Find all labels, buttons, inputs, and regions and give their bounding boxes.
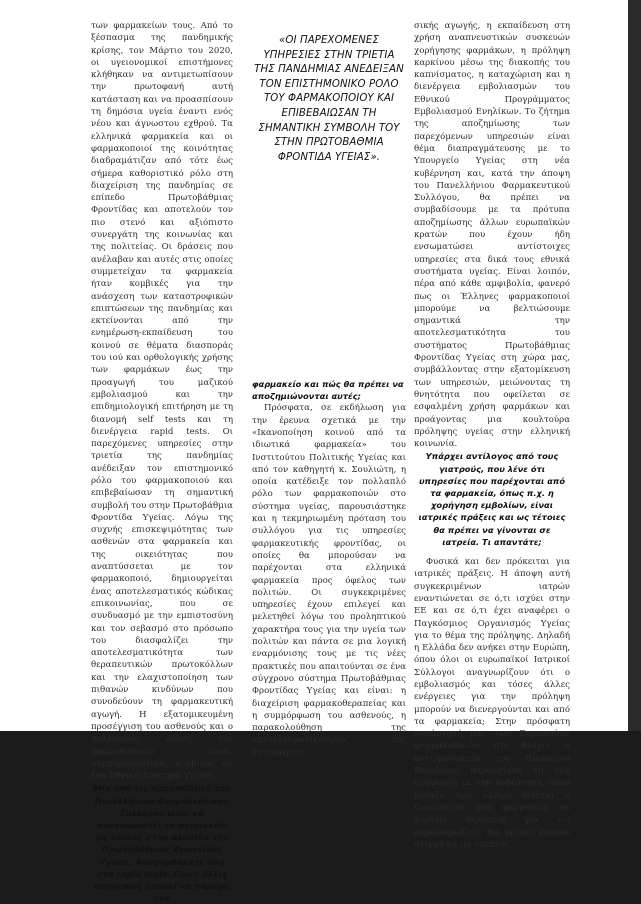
interview-answer: Φυσικά και δεν πρόκειται για ιατρικές πράξεις. Η άποψη αυτή συγκεκριμένων ιατρών εναντιώνεται σε ό,τι ισχύει στην ΕΕ και σε ό,τι έχει αναφέρει ο Παγκόσμιος Οργανισμός Υγείας για το θέμα της πρόληψης. Δηλαδή η Ελλάδα δεν ανήκει στην Ευρώπη, όπου όλοι οι ευρωπαϊκοί Ιατρικοί Σύλλογοι αναγνωρίζουν ότι ο εμβολιασμός και τόσες άλλες ενέργειες για την πρόληψη μπορούν να διενεργούνται και από τα φαρμακεία; Στην πρόσφατη συνάντησή μας των Ευρωπαίων φαρμακοποιών, στο Βέλγιο, η αντιπροσωπεία του Ηνωμένου Βασιλείου παρουσίασε τη νέα συμφωνία με την κυβέρνηση, όπου μεταξύ των άλλων δίδεται η δυνατότητα στο φαρμακείο να χορηγεί θεραπεία για τις ουρολοιμώξεις. Θα πρέπει κάποια στιγμή να μη σκεπτό- (414, 557, 570, 850)
interview-question: Υπάρχει αντίλογος από τους γιατρούς, που λένε ότι υπηρεσίες που παρέχονται από τα φαρμακεία, όπως π.χ. η χορήγηση εμβολίων, είναι ιατρικές πράξεις και ως τέτοιες θα πρέπει να γίνονται σε ιατρεία. Τι απαντάτε; (418, 451, 566, 547)
pull-quote: «ΟΙ ΠΑΡΕΧΟΜΕΝΕΣ ΥΠΗΡΕΣΙΕΣ ΣΤΗΝ ΤΡΙΕΤΙΑ ΤΗΣ ΠΑΝΔΗΜΙΑΣ ΑΝΕΔΕΙΞΑΝ ΤΟΝ ΕΠΙΣΤΗΜΟΝΙΚΟ ΡΟΛΟ ΤΟΥ ΦΑΡΜΑΚΟΠΟΙΟΥ ΚΑΙ ΕΠΙΒΕΒΑΙΩΣΑΝ ΤΗ ΣΗΜΑΝΤΙΚΗ ΣΥΜΒΟΛΗ ΤΟΥ ΣΤΗΝ ΠΡΩΤΟΒΑΘΜΙΑ ΦΡΟΝΤΙΔΑ ΥΓΕΙΑΣ». (254, 35, 404, 163)
article-body-text: των φαρμακείων τους. Από το ξέσπασμα της πανδημικής κρίσης, τον Μάρτιο του 2020, οι υγειονομικοί επιστήμονες κλήθηκαν να αντιμετωπίσουν την πρωτοφανή αυτή κατάσταση και να προασπίσουν τη δημόσια υγεία έναντι ενός νέου και άγνωστου εχθρού. Τα ελληνικά φαρμακεία και οι φαρμακοποιοί της κοινότητας διαδραμάτιζαν από τότε έως σήμερα καθοριστικό ρόλο στη διαχείριση της πανδημίας σε επίπεδο Πρωτοβάθμιας Φροντίδας και αποτελούν τον πιο στενό και αξιόπιστο συνεργάτη της κοινωνίας και της πολιτείας. Οι δράσεις που ανέλαβαν και αυτές στις οποίες συμμετείχαν τα φαρμακεία ήταν κομβικές για την ανάσχεση των καταστροφικών επιπτώσεων της πανδημίας και εκτείνονται από την ενημέρωση-εκπαίδευση του κοινού σε θέματα διασποράς του ιού και ορθολογικής χρήσης των φαρμάκων έως την προαγωγή του μαζικού εμβολιασμού και την επιδημιολογική επιτήρηση με τη διανομή self tests και τη διενέργεια rapid tests. Οι παρεχόμενες υπηρεσίες στην τριετία της πανδημίας ανέδειξαν τον επιστημονικό ρόλο του φαρμακοποιού και επιβεβαίωσαν τη σημαντική συμβολή του στην Πρωτοβάθμια Φροντίδα Υγείας. Λόγω της συχνής επισκεψιμότητας των ασθενών στα φαρμακεία και της οικειότητας που αναπτύσσεται με τον φαρμακοποιό, δημιουργείται ένας αποτελεσματικός κώδικας επικοινωνίας, που σε συνδυασμό με την εμπιστοσύνη και τον σεβασμό στο πρόσωπο του διασφαλίζει την αποτελεσματικότητα των θεραπευτικών πρωτοκόλλων και την ελαχιστοποίηση των πιθανών κινδύνων που συνοδεύουν τη φαρμακευτική αγωγή. Η εξατομικευμένη προσέγγιση του ασθενούς και ο πολλαπλός ρόλος του φαρμακοποιού είναι, συμπερασματικά, κομβικός σε ένα Εθνικό Σύστημα Υγείας. (91, 21, 233, 782)
interview-question: Μία από τις προσπάθειες του Πανελλήνιου Φαρμακευτικού Συλλόγου είναι να αναγνωριστεί το φαρμακείο ως κρίκος στην αλυσίδα της Πρωτοβάθμιας Φροντίδας Υγείας. Αναφερθήκατε ήδη στα rapid tests. Ποιες άλλες υπηρεσίες μπορεί να παρέχει ένα (93, 783, 231, 904)
article-body-text: σικής αγωγής, η εκπαίδευση στη χρήση αναπνευστικών συσκευών χορήγησης φαρμάκων, η πρόληψη καρκίνου μέσω της διακοπής του καπνίσματος, η καταχώριση και η διενέργεια εμβολιασμών του Εθνικού Προγράμματος Εμβολιασμού Ενηλίκων. Το ζήτημα της αποζημίωσης των παρεχόμενων υπηρεσιών είναι θέμα διαπραγμάτευσης με το Υπουργείο Υγείας στη νέα κυβέρνηση και, κατά την άποψη του Πανελλήνιου Φαρμακευτικού Συλλόγου, θα πρέπει να συμβαδίσουμε με τα πρότυπα αποζημίωσης άλλων ευρωπαϊκών κρατών που έχουν ήδη ενσωματώσει αντίστοιχες υπηρεσίες στα δικά τους εθνικά συστήματα υγείας. Είναι λοιπόν, πέρα από κάθε αμφιβολία, φανερό πως οι Έλληνες φαρμακοποιοί μπορούμε να βελτιώσουμε σημαντικά την αποτελεσματικότητα του συστήματος Πρωτοβάθμιας Φροντίδας Υγείας στη χώρα μας, συμβάλλοντας στην εξατομίκευση των υπηρεσιών, μειώνοντας τη θνητότητα που οφείλεται σε εσφαλμένη χρήση φαρμάκων και προάγοντας μια κουλτούρα πρόληψης υγείας στην ελληνική κοινωνία. (414, 21, 570, 450)
dark-page-edge (628, 0, 641, 731)
article-body-text: Πρόσφατα, σε εκδήλωση για την έρευνα σχετικά με την «Ικανοποίηση κοινού από τα ιδιωτικά φαρμακεία» του Ινστιτούτου Πολιτικής Υγείας και από τον καθηγητή κ. Σουλιώτη, η οποία κατέδειξε τον πολλαπλό ρόλο των φαρμακοποιών στο σύστημα υγείας, παρουσιάστηκε και η τεκμηριωμένη πρόταση του συλλόγου για τις υπηρεσίες φαρμακευτικής φροντίδας, οι οποίες θα μπορούσαν να παρέχονται στα ελληνικά φαρμακεία προς όφελος των πολιτών. Οι συγκεκριμένες υπηρεσίες έχουν επιλεγεί και μελετηθεί λόγω του προληπτικού χαρακτήρα τους για την υγεία των πολιτών και πάντα σε μια λογική εναρμόνισης τους με τις νέες πρακτικές που απαιτούνται σε ένα σύγχρονο σύστημα Πρωτοβάθμιας Φροντίδας Υγείας και είναι: η διαχείριση φαρμακοθεραπείας και η συμμόρφωση του ασθενούς, η παρακολούθηση της αποτελεσματικότητας της αντιυπερτα- (252, 403, 406, 758)
article-column-left (91, 20, 233, 904)
interview-question-continued: φαρμακείο και πώς θα πρέπει να αποζημιώνονται αυτές; (252, 379, 404, 402)
article-column-right (414, 20, 570, 851)
article-column-middle (252, 378, 406, 759)
